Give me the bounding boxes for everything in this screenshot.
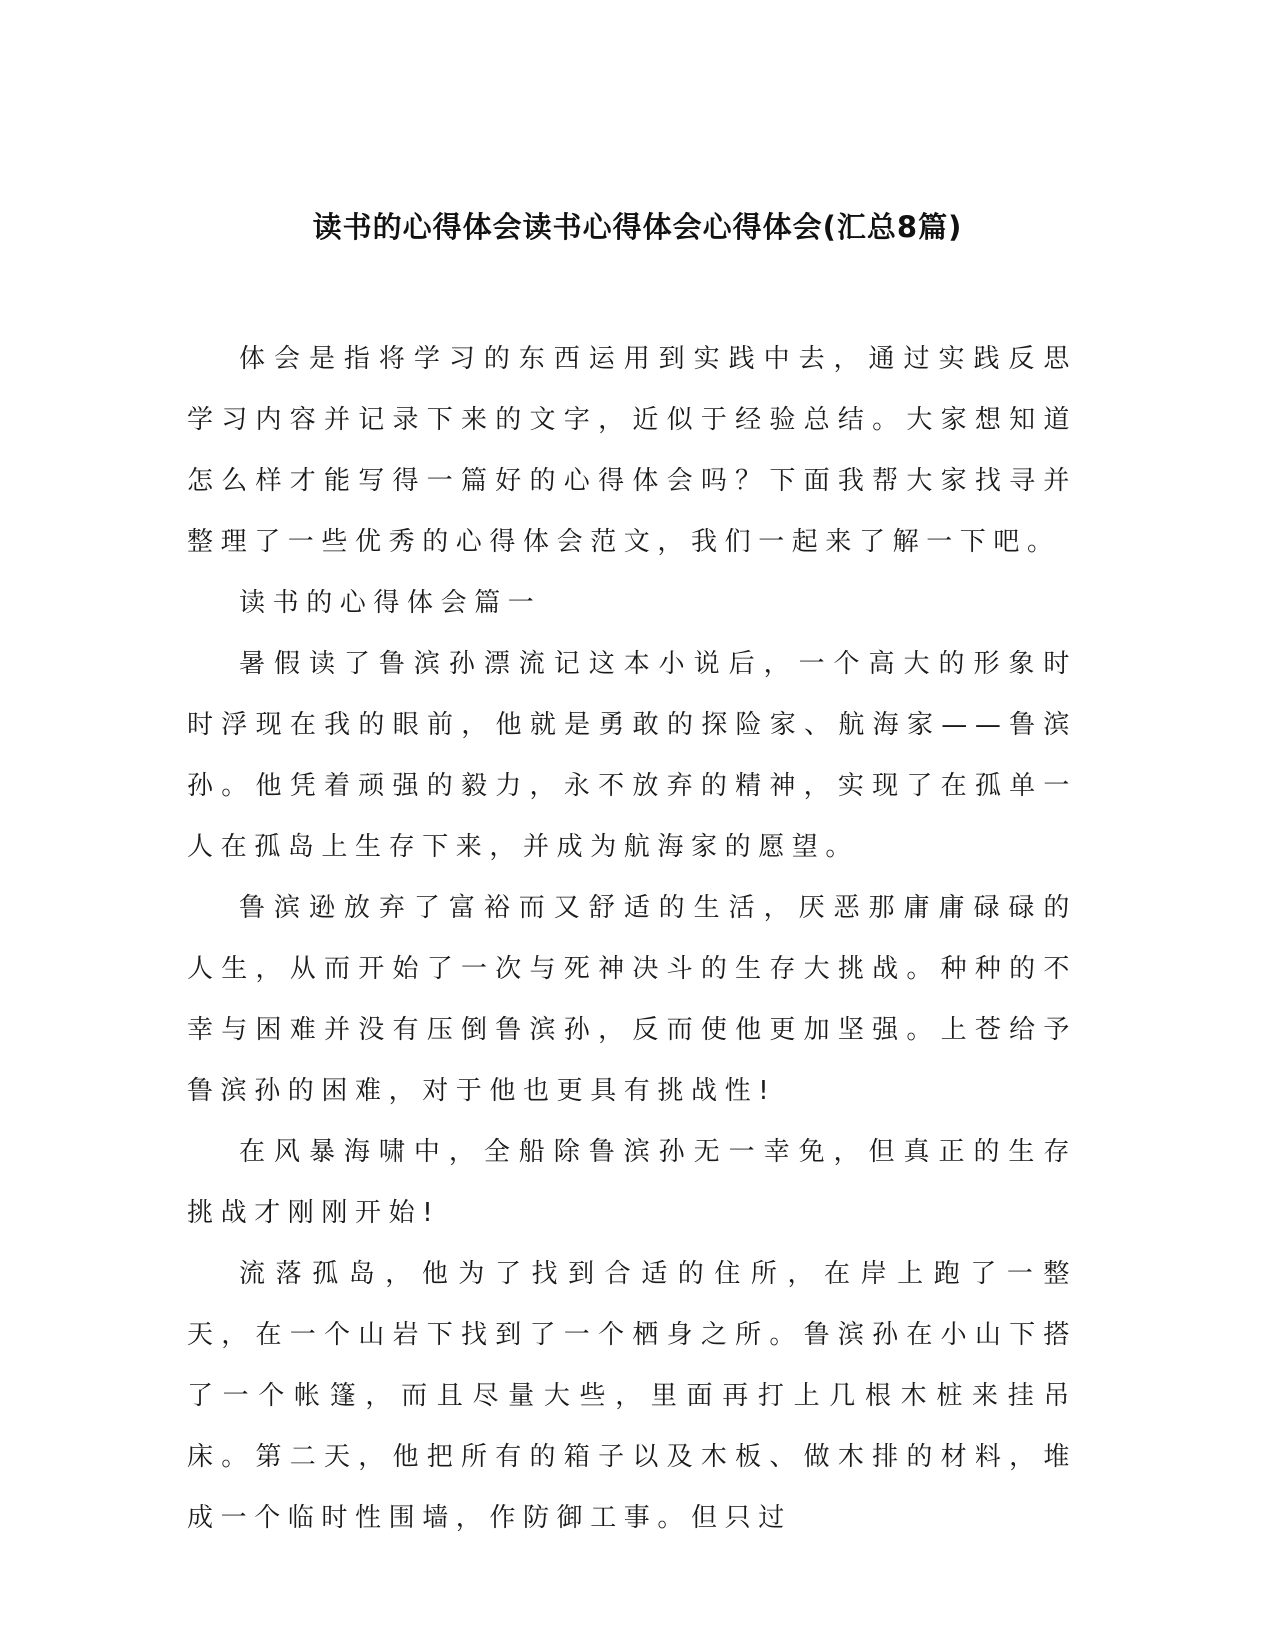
document-title: 读书的心得体会读书心得体会心得体会(汇总8篇) [312,210,963,244]
paragraph-intro: 体会是指将学习的东西运用到实践中去，通过实践反思学习内容并记录下来的文字，近似于经验总结。大家想知道怎么样才能写得一篇好的心得体会吗？下面我帮大家找寻并整理了一些优秀的心得体会范文，我们一起来了解一下吧。 [187,344,1077,557]
paragraph: 暑假读了鲁滨孙漂流记这本小说后，一个高大的形象时时浮现在我的眼前，他就是勇敢的探险家、航海家——鲁滨孙。他凭着顽强的毅力，永不放弃的精神，实现了在孤单一人在孤岛上生存下来，并成为航海家的愿望。 [187,649,1077,862]
paragraph: 鲁滨逊放弃了富裕而又舒适的生活，厌恶那庸庸碌碌的人生，从而开始了一次与死神决斗的生存大挑战。种种的不幸与困难并没有压倒鲁滨孙，反而使他更加坚强。上苍给予鲁滨孙的困难，对于他也更具有挑战性! [187,893,1077,1106]
section-heading: 读书的心得体会篇一 [239,588,542,618]
document-body [187,329,1077,1549]
paragraph: 在风暴海啸中，全船除鲁滨孙无一幸免，但真正的生存挑战才刚刚开始! [187,1137,1077,1228]
paragraph: 流落孤岛，他为了找到合适的住所，在岸上跑了一整天，在一个山岩下找到了一个栖身之所。鲁滨孙在小山下搭了一个帐篷，而且尽量大些，里面再打上几根木桩来挂吊床。第二天，他把所有的箱子以及木板、做木排的材料，堆成一个临时性围墙，作防御工事。但只过 [187,1259,1077,1533]
